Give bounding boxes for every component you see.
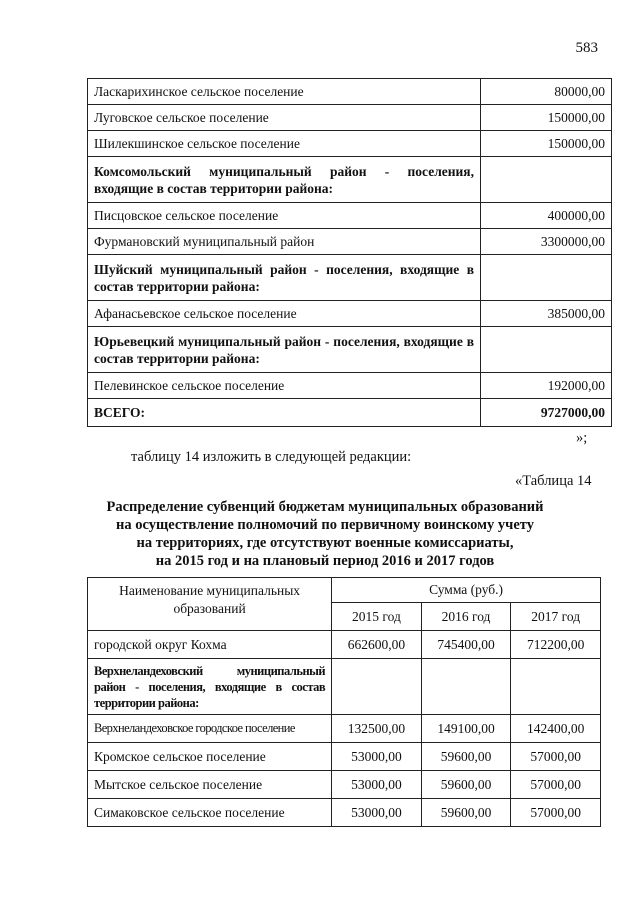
row-amount: 150000,00 — [481, 131, 612, 157]
title-line: на осуществление полномочий по первичному воинскому учету — [116, 517, 534, 533]
value-2015: 662600,00 — [332, 631, 422, 659]
value-2017: 57000,00 — [511, 743, 601, 771]
row-amount: 192000,00 — [481, 373, 612, 399]
row-name: городской округ Кохма — [88, 631, 332, 659]
district-group-label: Комсомольский муниципальный район - поселения, входящие в состав территории района: — [88, 157, 481, 203]
settlements-amount-table — [87, 78, 612, 427]
table-row — [88, 203, 612, 229]
value-2016 — [421, 659, 511, 715]
total-row — [88, 399, 612, 427]
table-row — [88, 301, 612, 327]
row-name: Симаковское сельское поселение — [88, 799, 332, 827]
table-row — [88, 631, 601, 659]
row-name: Пелевинское сельское поселение — [88, 373, 481, 399]
table-row — [88, 743, 601, 771]
district-group-row — [88, 327, 612, 373]
table-row — [88, 79, 612, 105]
row-name: Кромское сельское поселение — [88, 743, 332, 771]
header-year-2015: 2015 год — [332, 603, 422, 631]
value-2017: 142400,00 — [511, 715, 601, 743]
row-amount: 385000,00 — [481, 301, 612, 327]
row-amount — [481, 255, 612, 301]
value-2016: 59600,00 — [421, 743, 511, 771]
title-line: на 2015 год и на плановый период 2016 и 2017 годов — [155, 553, 495, 569]
value-2017 — [511, 659, 601, 715]
row-name: Писцовское сельское поселение — [88, 203, 481, 229]
value-2016: 745400,00 — [421, 631, 511, 659]
total-amount: 9727000,00 — [481, 399, 612, 427]
row-name: Верхнеландеховское городское поселение — [88, 715, 332, 743]
row-name: Афанасьевское сельское поселение — [88, 301, 481, 327]
title-line: на территориях, где отсутствуют военные комиссариаты, — [136, 535, 514, 551]
row-amount: 150000,00 — [481, 105, 612, 131]
row-name: Ласкарихинское сельское поселение — [88, 79, 481, 105]
header-sum-cell: Сумма (руб.) — [332, 578, 601, 603]
district-group-label: Шуйский муниципальный район - поселения, входящие в состав территории района: — [88, 255, 481, 301]
header-row — [88, 578, 601, 603]
row-amount: 400000,00 — [481, 203, 612, 229]
value-2017: 57000,00 — [511, 799, 601, 827]
district-group-row — [88, 157, 612, 203]
value-2017: 712200,00 — [511, 631, 601, 659]
table-row — [88, 771, 601, 799]
value-2016: 59600,00 — [421, 771, 511, 799]
row-name: Шилекшинское сельское поселение — [88, 131, 481, 157]
subvention-distribution-table — [87, 577, 601, 827]
table-title — [90, 498, 560, 570]
district-group-label: Верхнеландеховский муниципальный район - поселения, входящие в состав территории района: — [88, 659, 332, 715]
page-number: 583 — [575, 40, 598, 56]
value-2015 — [332, 659, 422, 715]
title-line: Распределение субвенций бюджетам муниципальных образований — [106, 499, 544, 515]
header-name-cell: Наименование муниципальных образований — [88, 578, 332, 631]
value-2015: 53000,00 — [332, 799, 422, 827]
table-row — [88, 229, 612, 255]
table-row — [88, 715, 601, 743]
amendment-instruction: таблицу 14 изложить в следующей редакции: — [131, 449, 412, 465]
row-amount — [481, 327, 612, 373]
total-label: ВСЕГО: — [88, 399, 481, 427]
value-2015: 132500,00 — [332, 715, 422, 743]
row-name: Луговское сельское поселение — [88, 105, 481, 131]
value-2015: 53000,00 — [332, 771, 422, 799]
row-name: Фурмановский муниципальный район — [88, 229, 481, 255]
row-name: Мытское сельское поселение — [88, 771, 332, 799]
header-year-2016: 2016 год — [421, 603, 511, 631]
table-row — [88, 799, 601, 827]
table-row — [88, 105, 612, 131]
row-amount: 3300000,00 — [481, 229, 612, 255]
table-row — [88, 131, 612, 157]
district-group-row — [88, 255, 612, 301]
header-year-2017: 2017 год — [511, 603, 601, 631]
district-group-row — [88, 659, 601, 715]
value-2017: 57000,00 — [511, 771, 601, 799]
value-2016: 59600,00 — [421, 799, 511, 827]
table-number-label: «Таблица 14 — [515, 473, 592, 489]
value-2015: 53000,00 — [332, 743, 422, 771]
closing-quote: »; — [576, 430, 588, 446]
row-amount: 80000,00 — [481, 79, 612, 105]
table-row — [88, 373, 612, 399]
row-amount — [481, 157, 612, 203]
value-2016: 149100,00 — [421, 715, 511, 743]
district-group-label: Юрьевецкий муниципальный район - поселения, входящие в состав территории района: — [88, 327, 481, 373]
